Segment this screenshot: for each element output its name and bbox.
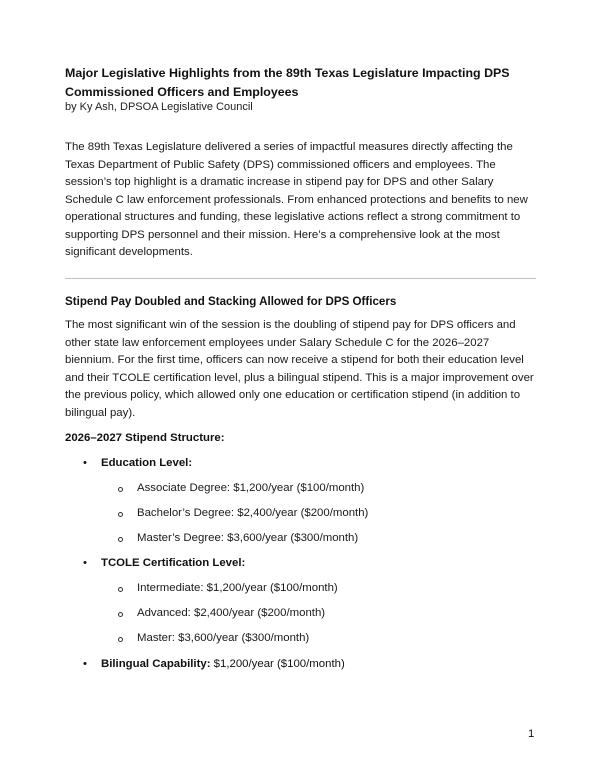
section-heading: Stipend Pay Doubled and Stacking Allowed for DPS Officers — [65, 295, 397, 308]
education-level-label — [101, 455, 192, 471]
bilingual-item — [101, 656, 345, 672]
page-number: 1 — [528, 728, 535, 740]
tcole-level-title: TCOLE Certification Level: — [101, 557, 246, 569]
byline: by Ky Ash, DPSOA Legislative Council — [65, 101, 253, 113]
tcole-advanced: Advanced: $2,400/year ($200/month) — [137, 607, 326, 619]
sub-bullet-marker — [118, 537, 123, 542]
education-masters: Master’s Degree: $3,600/year ($300/month) — [137, 532, 359, 544]
bilingual-title: Bilingual Capability: — [101, 658, 211, 670]
intro-paragraph: The 89th Texas Legislature delivered a series of impactful measures directly affecting the Texas Department of Public Safety (DPS) commissioned officers and employees. The session’s top highlight is a dramatic increase in stipend pay for DPS and other Salary Schedule C law enforcement professionals. From enhanced protections and benefits to new operational structures and funding, these legislative actions reflect a strong commitment to supporting DPS personnel and their mission. Here’s a comprehensive look at the most significant developments. — [65, 141, 528, 258]
stipend-paragraph: The most significant win of the session is the doubling of stipend pay for DPS officers and other state law enforcement employees under Salary Schedule C for the 2026–2027 biennium. For the first time, officers can now receive a stipend for both their education level and their TCOLE certification level, plus a bilingual stipend. This is a major improvement over the previous policy, which allowed only one education or certification stipend (in addition to bilingual pay). — [65, 319, 534, 419]
bullet-marker: • — [83, 557, 87, 569]
section-divider — [65, 278, 536, 279]
bullet-marker: • — [83, 658, 87, 670]
document-title: Major Legislative Highlights from the 89th Texas Legislature Impacting DPS Commissioned Officers and Employees — [65, 66, 510, 99]
tcole-intermediate: Intermediate: $1,200/year ($100/month) — [137, 582, 338, 594]
bullet-marker: • — [83, 457, 87, 469]
sub-bullet-marker — [118, 587, 123, 592]
tcole-master: Master: $3,600/year ($300/month) — [137, 632, 310, 644]
education-level-title: Education Level: — [101, 457, 193, 469]
bilingual-value: $1,200/year ($100/month) — [210, 658, 345, 670]
sub-bullet-marker — [118, 612, 123, 617]
sub-bullet-marker — [118, 487, 123, 492]
stipend-structure-heading: 2026–2027 Stipend Structure: — [65, 432, 225, 444]
sub-bullet-marker — [118, 637, 123, 642]
sub-bullet-marker — [118, 512, 123, 517]
tcole-level-label — [101, 555, 245, 571]
education-bachelors: Bachelor’s Degree: $2,400/year ($200/month) — [137, 507, 369, 519]
education-associate: Associate Degree: $1,200/year ($100/month) — [137, 482, 365, 494]
